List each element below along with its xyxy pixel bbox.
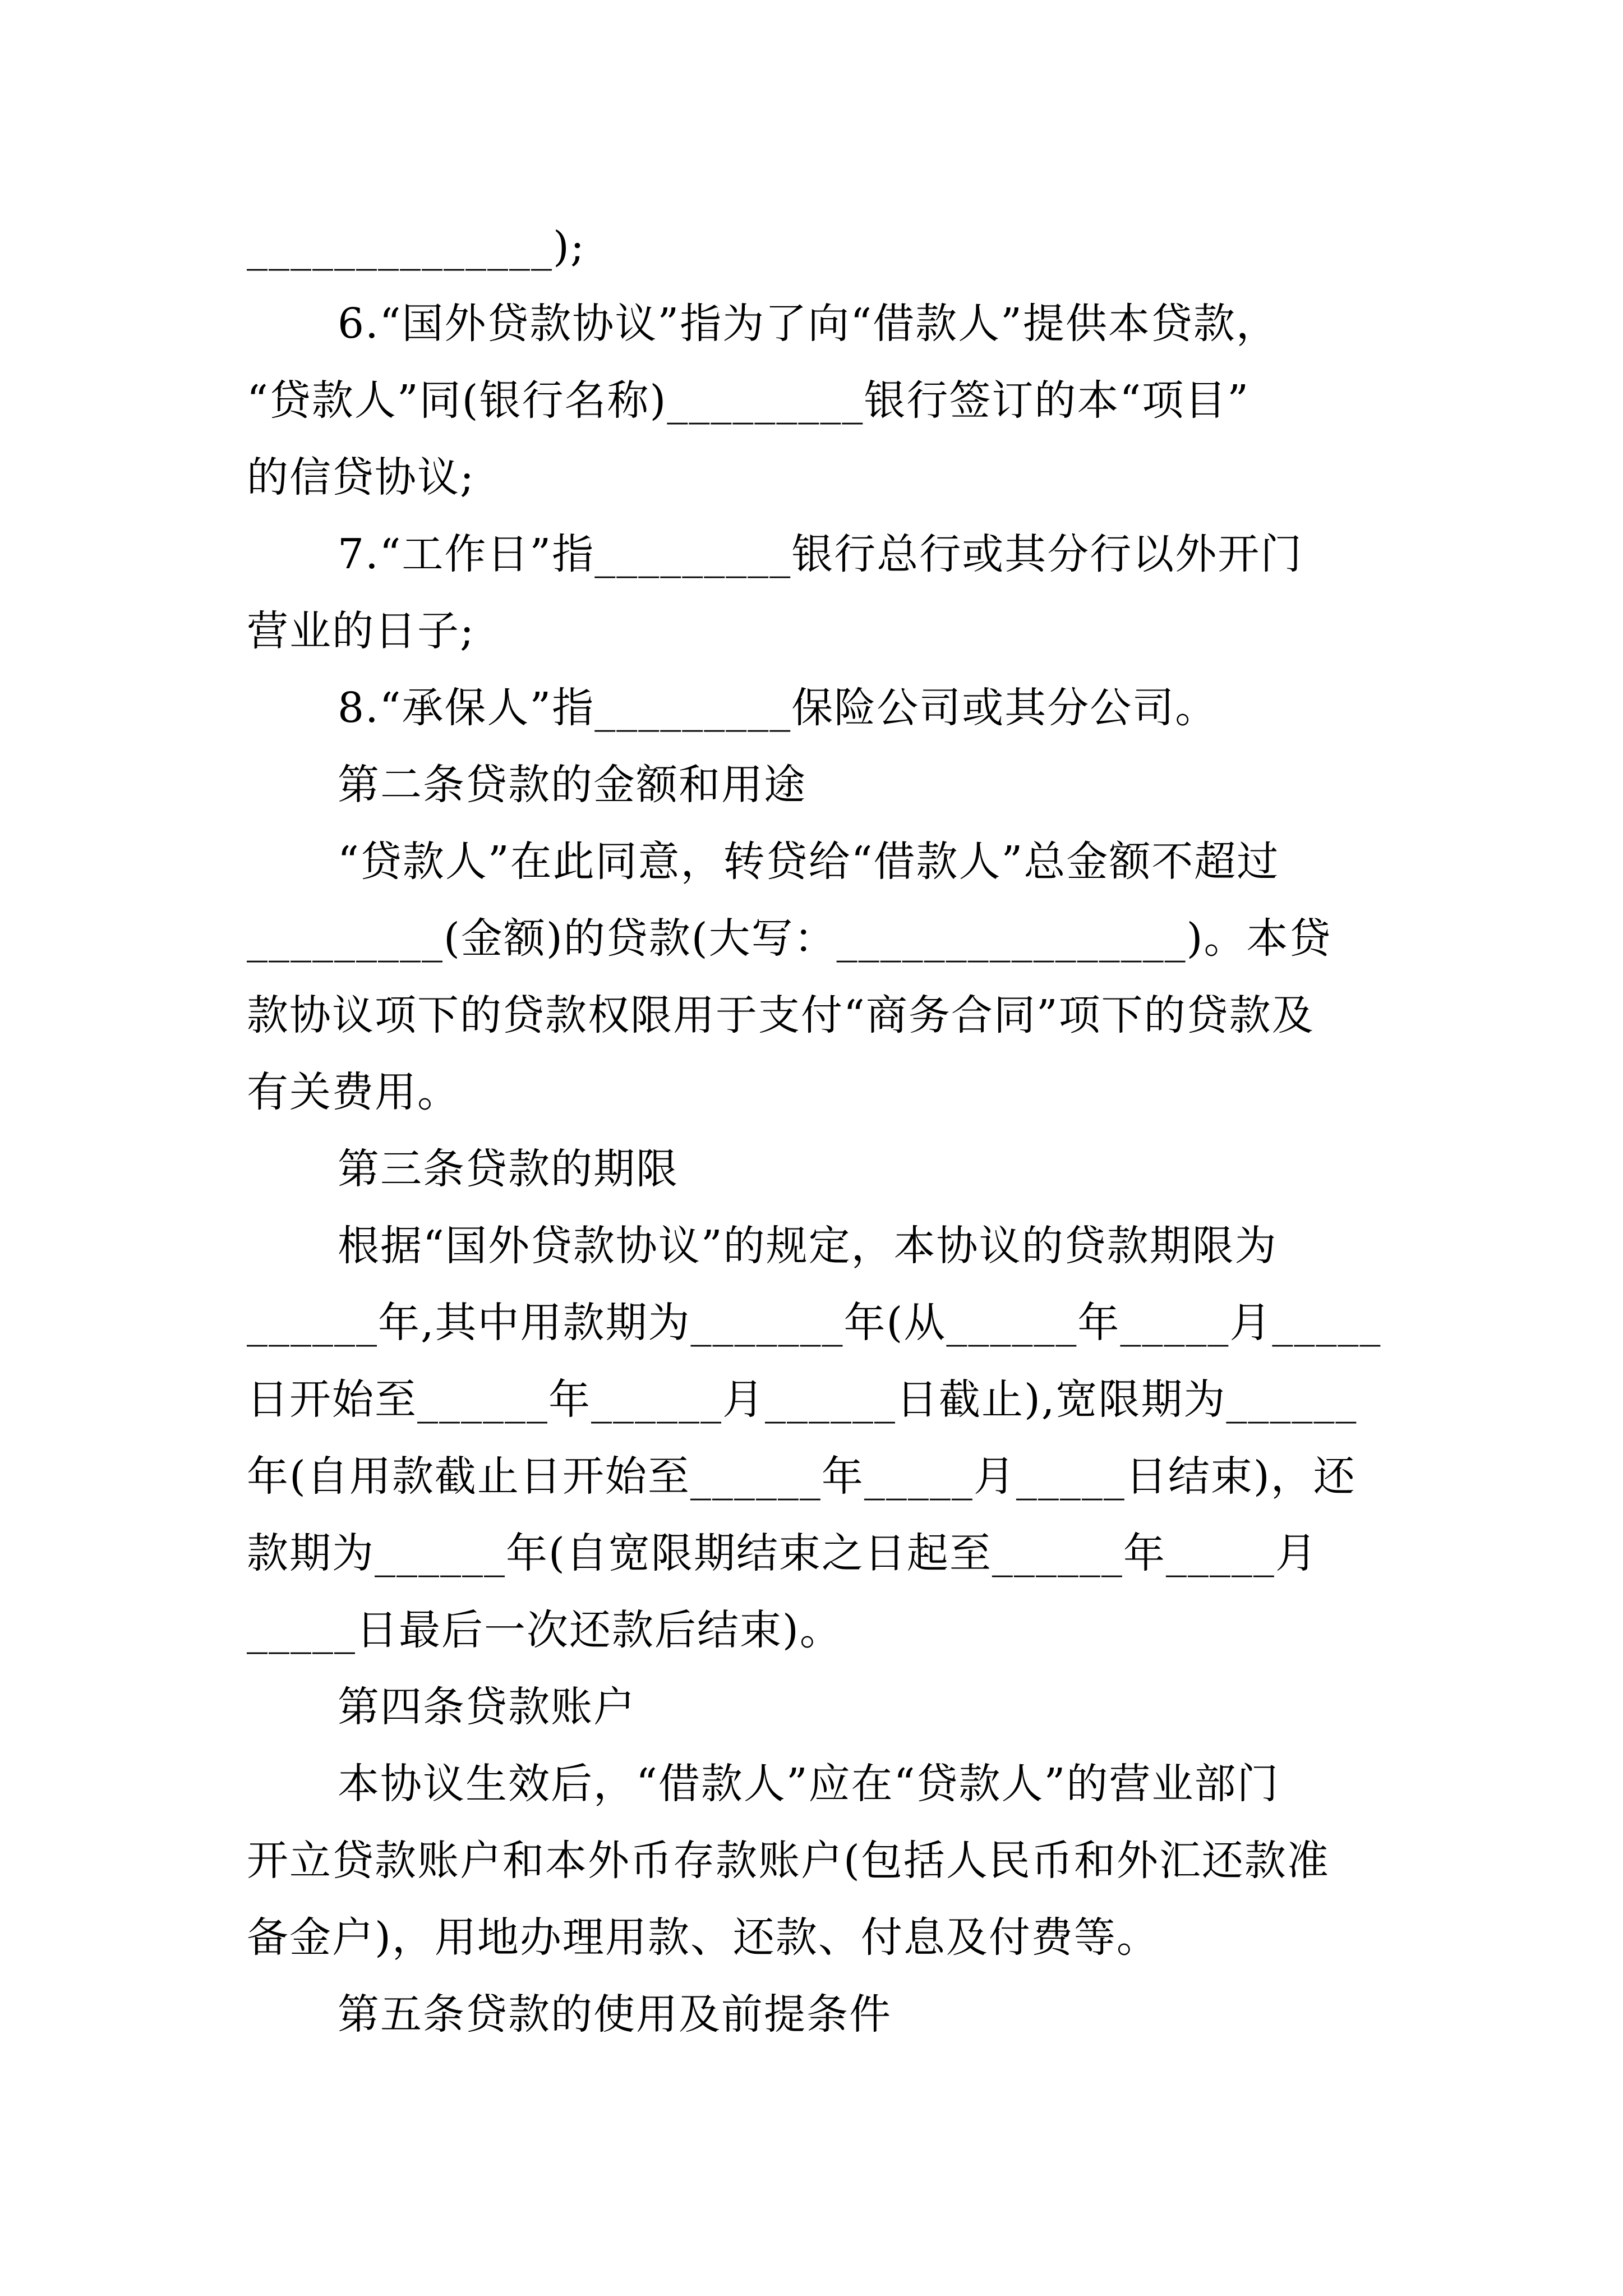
section-heading: 第三条贷款的期限 xyxy=(338,1145,679,1193)
text-line: 7.“工作日”指_________银行总行或其分行以外开门 xyxy=(338,530,1303,578)
text-line: 6.“国外贷款协议”指为了向“借款人”提供本贷款， xyxy=(338,300,1279,348)
text-line: 8.“承保人”指_________保险公司或其分公司。 xyxy=(338,684,1218,732)
text-line: 根据“国外贷款协议”的规定，本协议的贷款期限为 xyxy=(338,1222,1278,1270)
text-line: 的信贷协议; xyxy=(247,453,475,501)
text-line: _________(金额)的贷款(大写：________________)。本贷 xyxy=(247,914,1332,963)
text-line: ______________); xyxy=(247,223,585,271)
text-line: 开立贷款账户和本外币存款账户(包括人民币和外汇还款准 xyxy=(247,1837,1330,1885)
text-line: 备金户)，用地办理用款、还款、付息及付费等。 xyxy=(247,1913,1159,1962)
section-heading: 第五条贷款的使用及前提条件 xyxy=(338,1990,892,2039)
text-line: 款期为______年(自宽限期结束之日起至______年_____月 xyxy=(247,1529,1318,1577)
text-line: 日开始至______年______月______日截止),宽限期为______ xyxy=(247,1375,1358,1424)
section-heading: 第四条贷款账户 xyxy=(338,1683,636,1731)
text-line: 年(自用款截止日开始至______年_____月_____日结束)，还 xyxy=(247,1452,1356,1501)
section-heading: 第二条贷款的金额和用途 xyxy=(338,761,806,809)
text-line: ______年,其中用款期为_______年(从______年_____月_____ xyxy=(247,1299,1382,1347)
text-line: 营业的日子; xyxy=(247,607,475,655)
text-line: “贷款人”同(银行名称)_________银行签订的本“项目” xyxy=(247,376,1250,425)
text-line: 本协议生效后，“借款人”应在“贷款人”的营业部门 xyxy=(338,1760,1280,1808)
text-line: “贷款人”在此同意，转贷给“借款人”总金额不超过 xyxy=(338,838,1280,886)
text-line: _____日最后一次还款后结束)。 xyxy=(247,1606,842,1654)
text-line: 款协议项下的贷款权限用于支付“商务合同”项下的贷款及 xyxy=(247,991,1315,1039)
text-line: 有关费用。 xyxy=(247,1068,460,1116)
